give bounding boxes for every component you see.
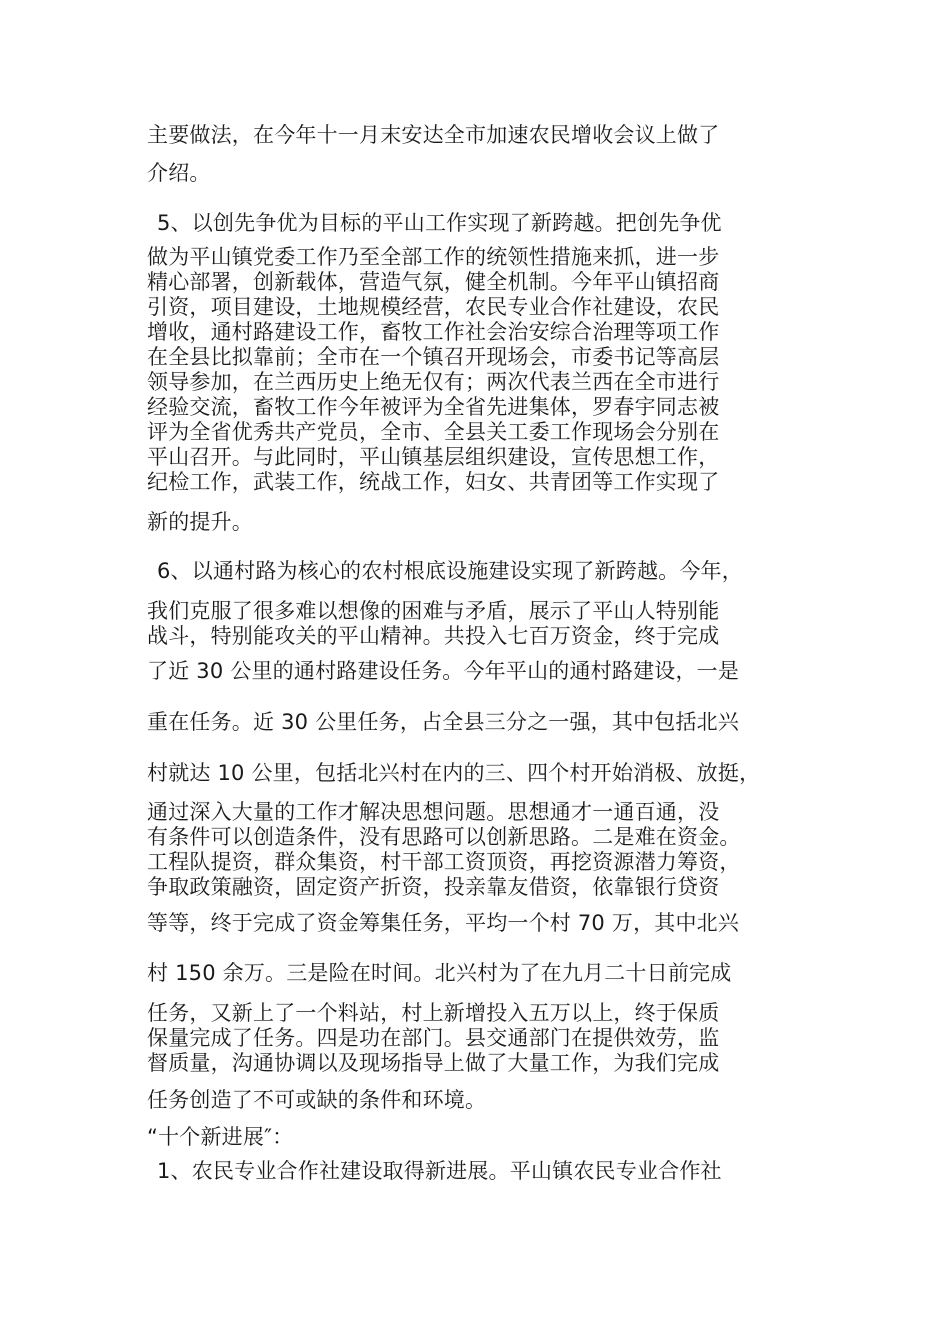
document-page: 主要做法，在今年十一月末安达全市加速农民增收会议上做了 介绍。 5、以创先争优为目标的平山工作实现了新跨越。把创先争优 做为平山镇党委工作乃至全部工作的统领性措施来抓，进一步 精心部署，创新载体，营造气氛，健全机制。今年平山镇招商 引资，项目建设，土地规模经营，农民专业合作社建设，农民 增收，通村路建设工作，畜牧工作社会治安综合治理等项工作 在全县比拟靠前；全市在一个镇召开现场会，市委书记等高层 领导参加，在兰西历史上绝无仅有；两次代表兰西在全市进行 经验交流，畜牧工作今年被评为全省先进集体，罗春宇同志被 评为全省优秀共产党员，全市、全县关工委工作现场会分别在 平山召开。与此同时，平山镇基层组织建设，宣传思想工作， 纪检工作，武装工作，统战工作，妇女、共青团等工作实现了 新的提升。 6、以通村路为核心的农村根底设施建设实现了新跨越。今年， 我们克服了很多难以想像的困难与矛盾，展示了平山人特别能 战斗，特别能攻关的平山精神。共投入七百万资金，终于完成 了近 30 公里的通村路建设任务。今年平山的通村路建设，一是 重在任务。近 30 公里任务，占全县三分之一强，其中包括北兴 村就达 10 公里，包括北兴村在内的三、四个村开始消极、放挺， 通过深入大量的工作才解决思想问题。思想通才一通百通，没 有条件可以创造条件，没有思路可以创新思路。二是难在资金。 工程队提资，群众集资，村干部工资顶资，再挖资源潜力筹资， 争取政策融资，固定资产折资，投亲靠友借资，依靠银行贷资 等等，终于完成了资金筹集任务，平均一个村 70 万，其中北兴 村 150 余万。三是险在时间。北兴村为了在九月二十日前完成 任务，又新上了一个料站，村上新增投入五万以上，终于保质 保量完成了任务。四是功在部门。县交通部门在提供效劳，监 督质量，沟通协调以及现场指导上做了大量工作，为我们完成 任务创造了不可或缺的条件和环境。 “十个新进展″： 1、农民专业合作社建设取得新进展。平山镇农民专业合作社 [0, 0, 950, 1344]
